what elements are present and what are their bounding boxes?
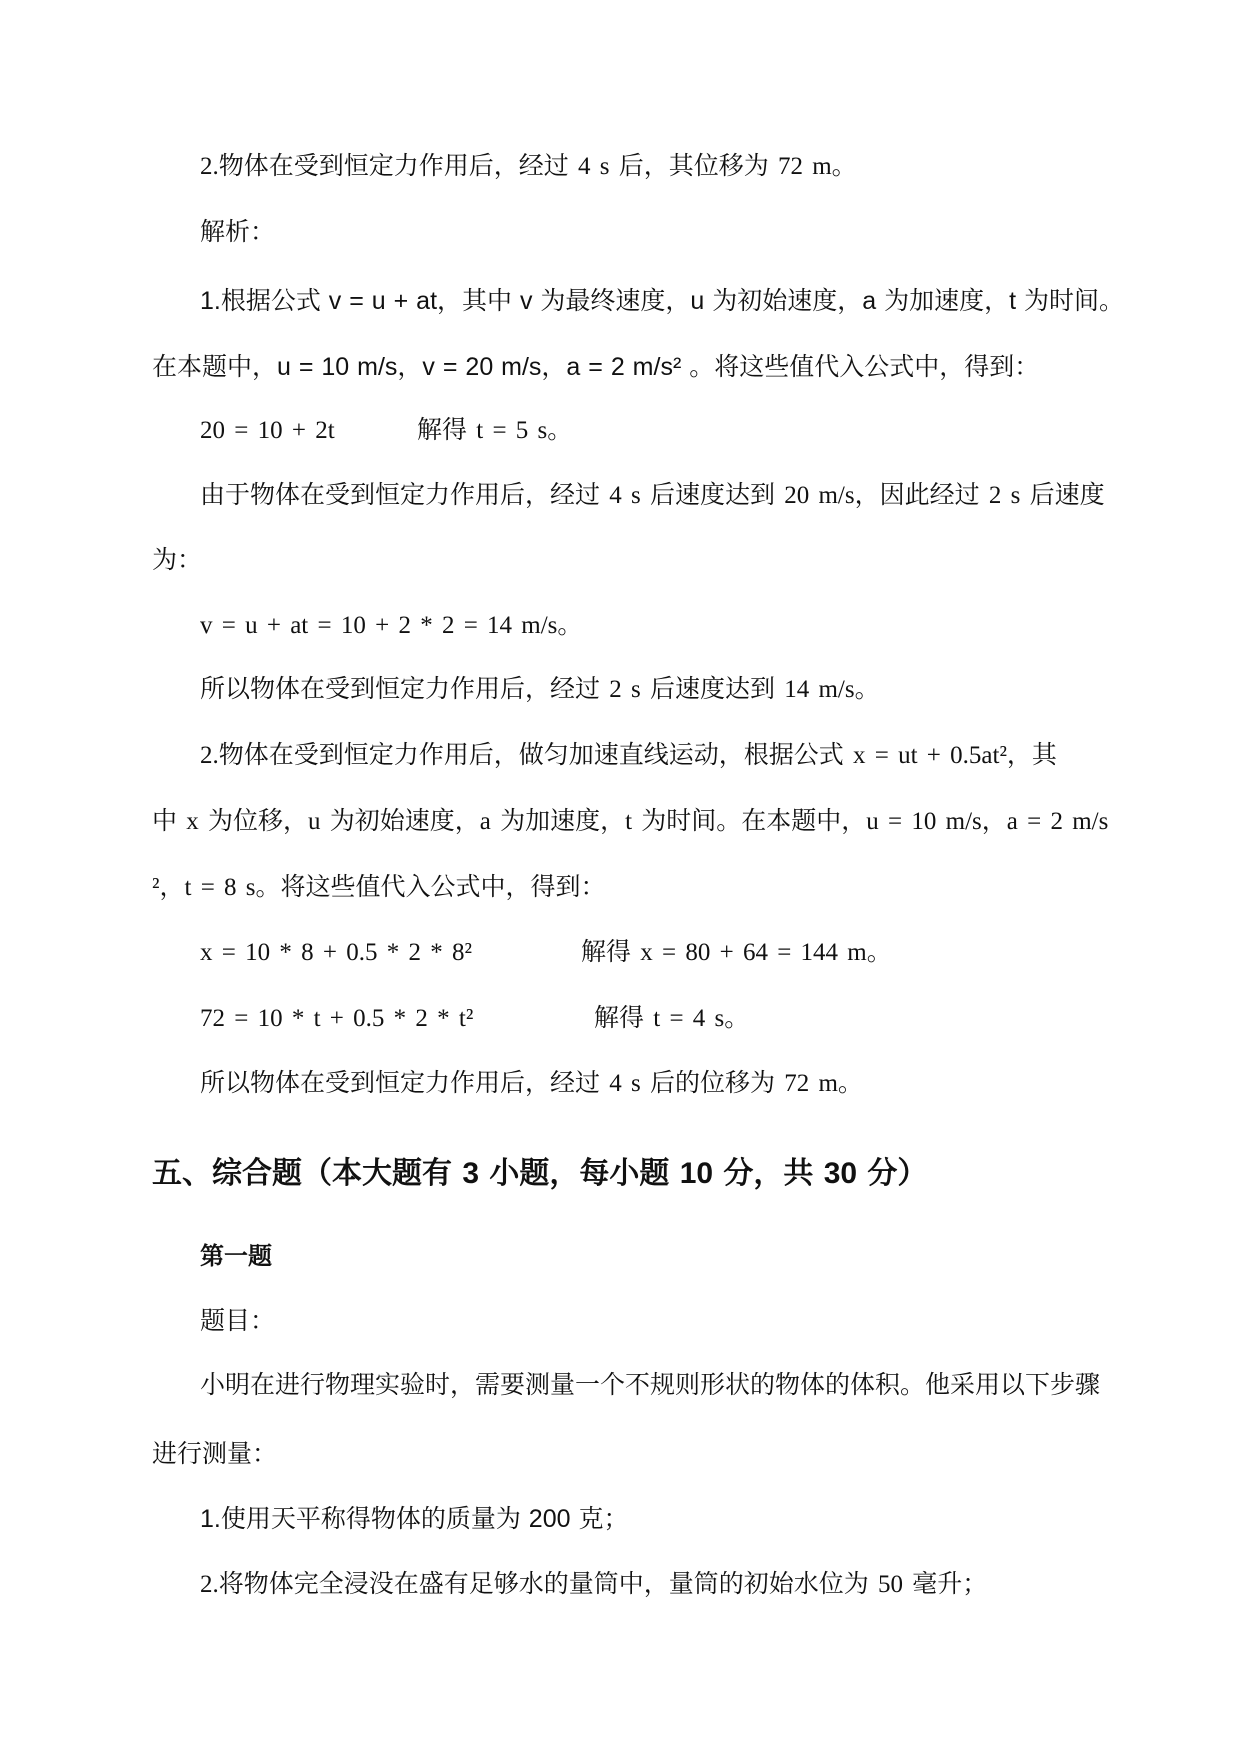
part1-text-line-2: 为：: [152, 547, 203, 574]
analysis-line-1: 1.根据公式 v = u + at，其中 v 为最终速度，u 为初始速度，a 为加速度，t 为时间。: [200, 287, 1125, 315]
part2-conclusion: 所以物体在受到恒定力作用后，经过 4 s 后的位移为 72 m。: [200, 1070, 863, 1097]
equation-1-result: 解得 t = 5 s。: [417, 417, 573, 444]
equation-1: [200, 415, 573, 447]
equation-2: v = u + at = 10 + 2 * 2 = 14 m/s。: [200, 612, 583, 639]
question-1-prompt-label: 题目：: [200, 1308, 276, 1335]
equation-4-result: 解得 t = 4 s。: [594, 1005, 750, 1032]
answer-line: 2.物体在受到恒定力作用后，经过 4 s 后，其位移为 72 m。: [200, 153, 857, 180]
section-heading: 五、综合题（本大题有 3 小题，每小题 10 分，共 30 分）: [152, 1157, 928, 1190]
part1-conclusion: 所以物体在受到恒定力作用后，经过 2 s 后速度达到 14 m/s。: [200, 676, 880, 703]
question-1-step-1: 1.使用天平称得物体的质量为 200 克；: [200, 1505, 629, 1533]
equation-4-formula: 72 = 10 * t + 0.5 * 2 * t²: [200, 1005, 474, 1032]
part1-text-line-1: 由于物体在受到恒定力作用后，经过 4 s 后速度达到 20 m/s，因此经过 2 s 后速度: [200, 482, 1105, 509]
question-1-text-line-1: 小明在进行物理实验时，需要测量一个不规则形状的物体的体积。他采用以下步骤: [200, 1372, 1101, 1399]
part2-text-line-1: 2.物体在受到恒定力作用后，做匀加速直线运动，根据公式 x = ut + 0.5at²，其: [200, 742, 1057, 769]
analysis-line-2: 在本题中，u = 10 m/s，v = 20 m/s，a = 2 m/s² 。将这些值代入公式中，得到：: [152, 353, 1040, 381]
equation-3-formula: x = 10 * 8 + 0.5 * 2 * 8²: [200, 939, 472, 966]
question-1-title: 第一题: [200, 1243, 272, 1270]
equation-3: [200, 937, 892, 969]
equation-3-result: 解得 x = 80 + 64 = 144 m。: [581, 939, 892, 966]
analysis-label: 解析：: [200, 219, 276, 246]
equation-1-formula: 20 = 10 + 2t: [200, 417, 335, 444]
equation-4: [200, 1003, 750, 1035]
question-1-step-2: 2.将物体完全浸没在盛有足够水的量筒中，量筒的初始水位为 50 毫升；: [200, 1571, 988, 1598]
part2-text-line-3: ²，t = 8 s。将这些值代入公式中，得到：: [152, 874, 606, 901]
part2-text-line-2: 中 x 为位移，u 为初始速度，a 为加速度，t 为时间。在本题中，u = 10 m/s，a = 2 m/s: [152, 808, 1109, 835]
question-1-text-line-2: 进行测量：: [152, 1441, 278, 1468]
